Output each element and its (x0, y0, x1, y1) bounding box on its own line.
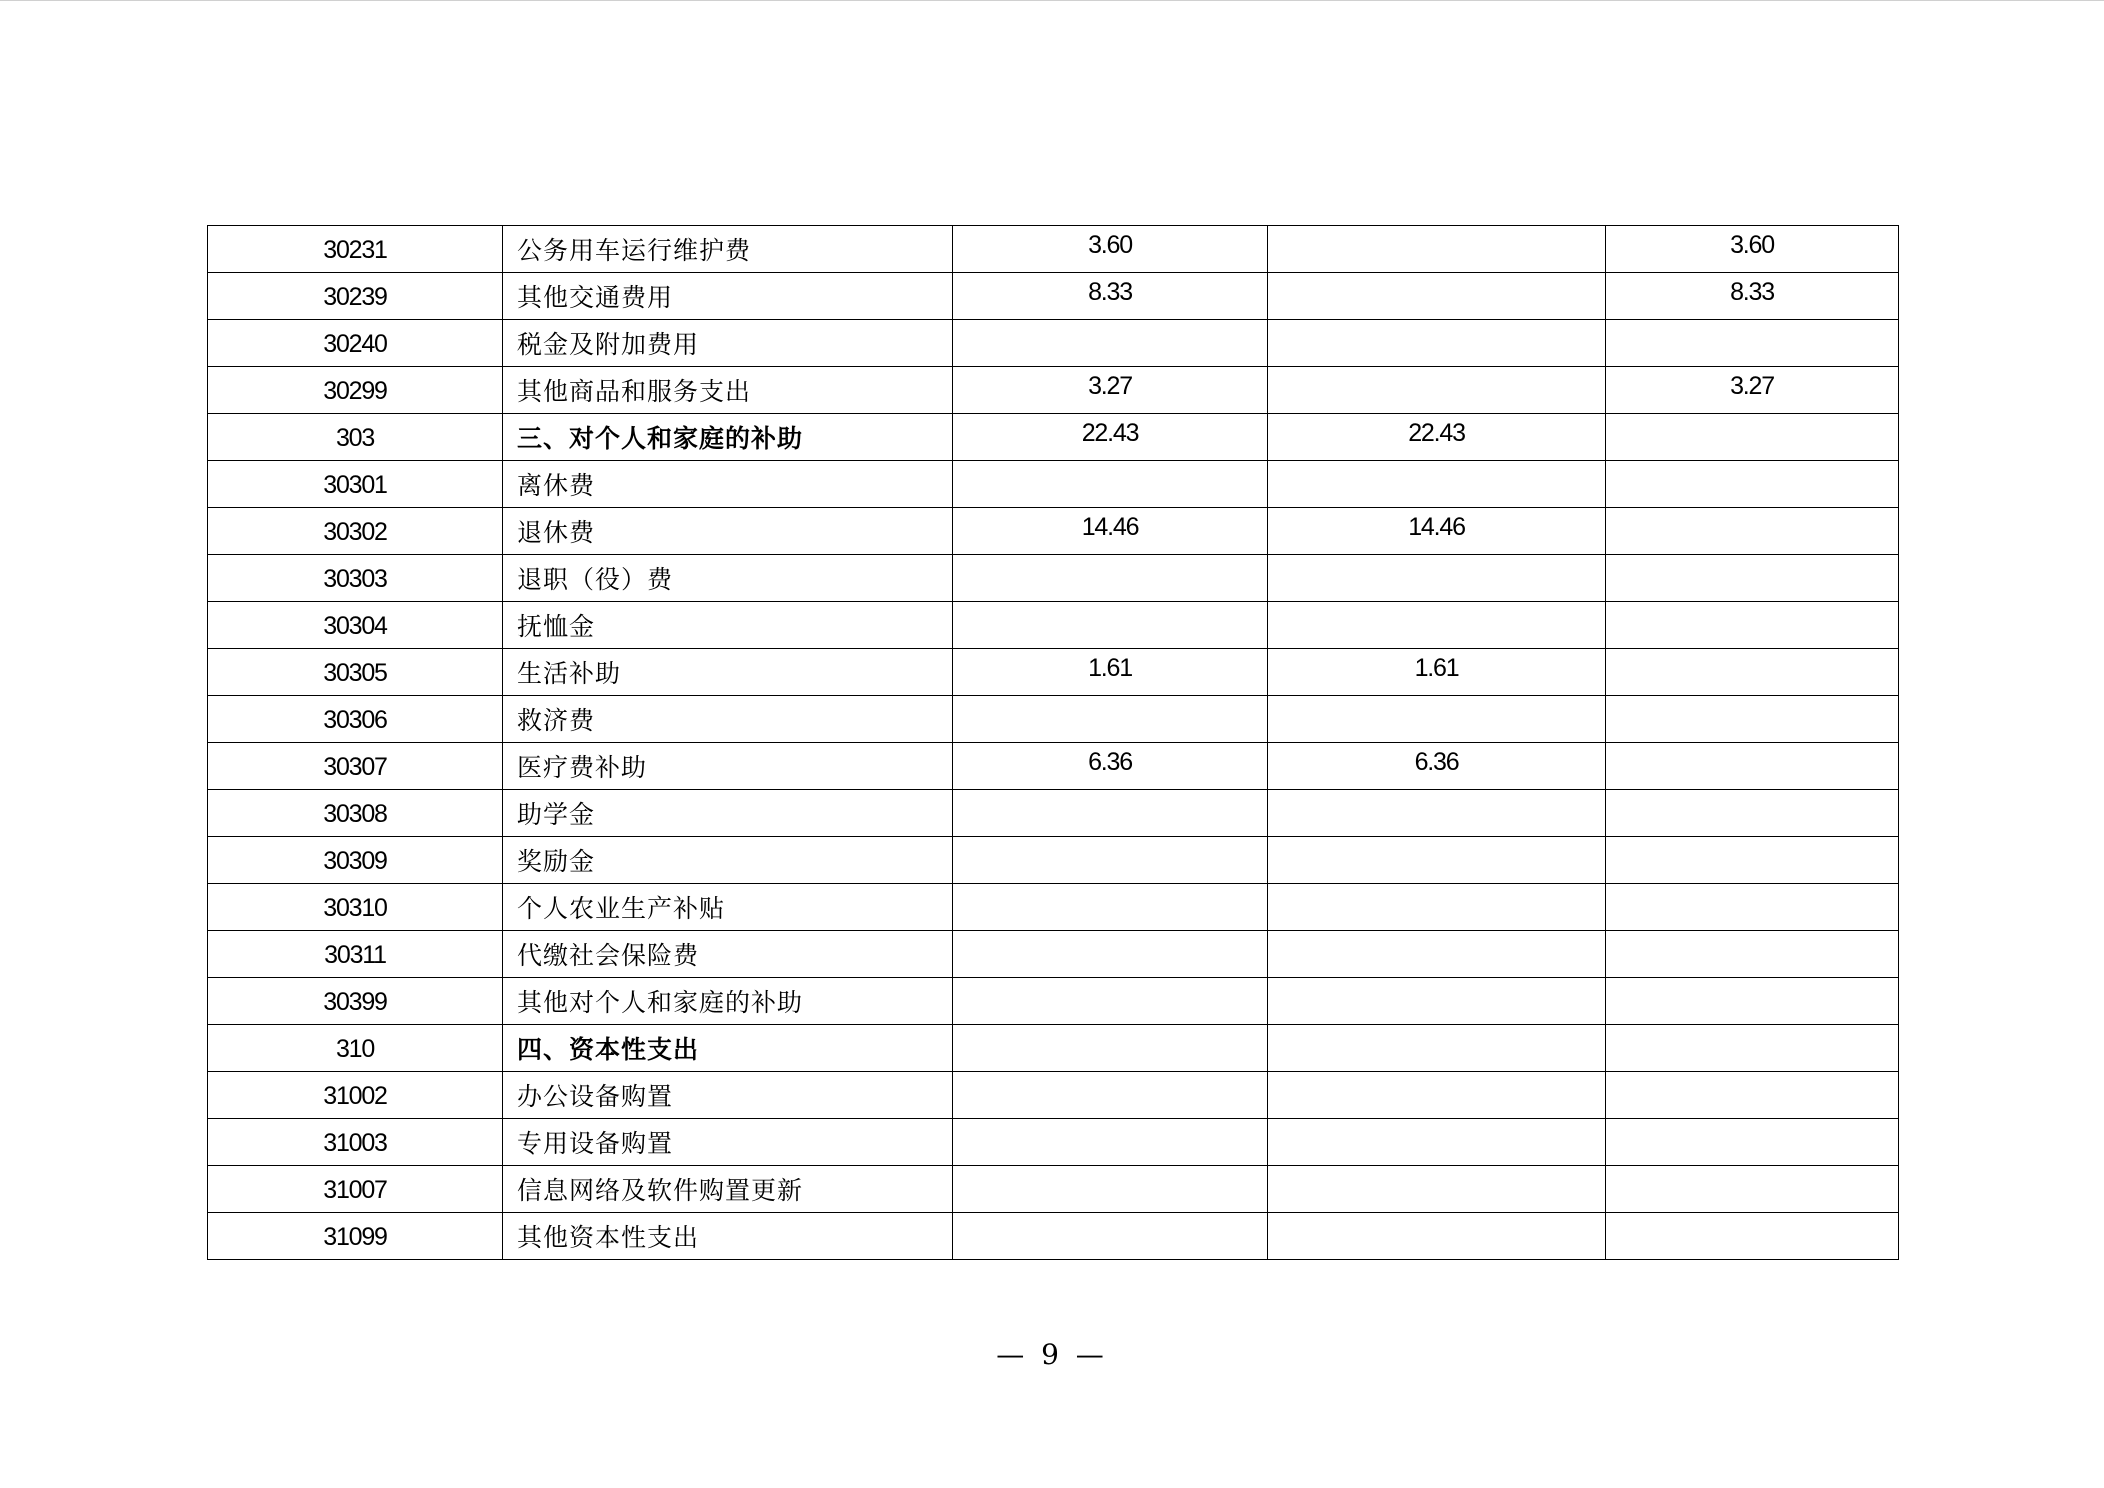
table-row (208, 1072, 1899, 1119)
cell-total (953, 320, 1268, 367)
cell-code: 30309 (208, 837, 503, 884)
cell-basic-expenditure (1268, 1119, 1606, 1166)
table-row (208, 414, 1899, 461)
table-row (208, 602, 1899, 649)
cell-project-expenditure (1606, 1166, 1899, 1213)
cell-project-expenditure (1606, 602, 1899, 649)
cell-total: 3.27 (953, 367, 1268, 414)
table-row (208, 1119, 1899, 1166)
cell-item-name: 办公设备购置 (503, 1072, 953, 1119)
cell-project-expenditure (1606, 1119, 1899, 1166)
cell-project-expenditure (1606, 320, 1899, 367)
cell-item-name: 生活补助 (503, 649, 953, 696)
cell-item-name: 退职（役）费 (503, 555, 953, 602)
cell-total (953, 931, 1268, 978)
cell-project-expenditure (1606, 837, 1899, 884)
cell-basic-expenditure: 1.61 (1268, 649, 1606, 696)
cell-code: 31003 (208, 1119, 503, 1166)
cell-basic-expenditure (1268, 602, 1606, 649)
cell-total (953, 1072, 1268, 1119)
table-row (208, 649, 1899, 696)
cell-code: 303 (208, 414, 503, 461)
cell-code: 31007 (208, 1166, 503, 1213)
cell-item-name: 其他商品和服务支出 (503, 367, 953, 414)
cell-code: 31002 (208, 1072, 503, 1119)
table-row (208, 696, 1899, 743)
cell-total (953, 1213, 1268, 1260)
cell-total (953, 884, 1268, 931)
cell-item-name: 代缴社会保险费 (503, 931, 953, 978)
cell-item-name: 离休费 (503, 461, 953, 508)
cell-project-expenditure (1606, 978, 1899, 1025)
cell-basic-expenditure: 6.36 (1268, 743, 1606, 790)
cell-total (953, 1119, 1268, 1166)
table-row (208, 1166, 1899, 1213)
table-row (208, 743, 1899, 790)
cell-project-expenditure (1606, 931, 1899, 978)
table-row (208, 461, 1899, 508)
cell-project-expenditure (1606, 696, 1899, 743)
cell-project-expenditure (1606, 884, 1899, 931)
cell-basic-expenditure: 14.46 (1268, 508, 1606, 555)
cell-basic-expenditure (1268, 978, 1606, 1025)
cell-total (953, 461, 1268, 508)
cell-item-name: 公务用车运行维护费 (503, 226, 953, 273)
table-row (208, 226, 1899, 273)
cell-basic-expenditure (1268, 555, 1606, 602)
cell-basic-expenditure: 22.43 (1268, 414, 1606, 461)
cell-basic-expenditure (1268, 1166, 1606, 1213)
cell-total: 14.46 (953, 508, 1268, 555)
cell-item-name: 抚恤金 (503, 602, 953, 649)
cell-project-expenditure (1606, 649, 1899, 696)
cell-item-name: 奖励金 (503, 837, 953, 884)
cell-code: 30299 (208, 367, 503, 414)
cell-total: 6.36 (953, 743, 1268, 790)
page-top-rule (0, 0, 2104, 1)
cell-project-expenditure (1606, 414, 1899, 461)
cell-total (953, 602, 1268, 649)
cell-basic-expenditure (1268, 1025, 1606, 1072)
table-row (208, 367, 1899, 414)
cell-project-expenditure (1606, 461, 1899, 508)
cell-code: 30240 (208, 320, 503, 367)
table-row (208, 555, 1899, 602)
cell-total: 3.60 (953, 226, 1268, 273)
cell-code: 30239 (208, 273, 503, 320)
cell-basic-expenditure (1268, 1072, 1606, 1119)
budget-expenditure-table (207, 225, 1899, 1260)
cell-basic-expenditure (1268, 931, 1606, 978)
cell-total: 1.61 (953, 649, 1268, 696)
table-row (208, 1213, 1899, 1260)
cell-code: 30306 (208, 696, 503, 743)
cell-code: 30301 (208, 461, 503, 508)
table-row (208, 1025, 1899, 1072)
cell-item-name: 助学金 (503, 790, 953, 837)
page-number: — 9 — (996, 1338, 1108, 1371)
cell-item-name: 专用设备购置 (503, 1119, 953, 1166)
cell-basic-expenditure (1268, 367, 1606, 414)
cell-item-name: 个人农业生产补贴 (503, 884, 953, 931)
cell-code: 30310 (208, 884, 503, 931)
table-row (208, 273, 1899, 320)
cell-basic-expenditure (1268, 461, 1606, 508)
cell-basic-expenditure (1268, 837, 1606, 884)
table-row (208, 931, 1899, 978)
cell-total: 22.43 (953, 414, 1268, 461)
cell-project-expenditure: 8.33 (1606, 273, 1899, 320)
cell-project-expenditure (1606, 508, 1899, 555)
cell-basic-expenditure (1268, 696, 1606, 743)
cell-code: 30231 (208, 226, 503, 273)
cell-code: 30305 (208, 649, 503, 696)
cell-item-name: 其他资本性支出 (503, 1213, 953, 1260)
cell-code: 30308 (208, 790, 503, 837)
cell-basic-expenditure (1268, 1213, 1606, 1260)
cell-total (953, 978, 1268, 1025)
cell-code: 30304 (208, 602, 503, 649)
cell-total (953, 790, 1268, 837)
cell-total (953, 555, 1268, 602)
cell-code: 310 (208, 1025, 503, 1072)
cell-project-expenditure: 3.27 (1606, 367, 1899, 414)
cell-project-expenditure (1606, 1213, 1899, 1260)
cell-item-name: 税金及附加费用 (503, 320, 953, 367)
cell-item-name: 其他交通费用 (503, 273, 953, 320)
cell-item-name: 退休费 (503, 508, 953, 555)
cell-project-expenditure (1606, 743, 1899, 790)
cell-total: 8.33 (953, 273, 1268, 320)
cell-basic-expenditure (1268, 320, 1606, 367)
cell-total (953, 1025, 1268, 1072)
cell-code: 30399 (208, 978, 503, 1025)
cell-total (953, 696, 1268, 743)
cell-item-name: 信息网络及软件购置更新 (503, 1166, 953, 1213)
cell-project-expenditure (1606, 555, 1899, 602)
cell-basic-expenditure (1268, 273, 1606, 320)
table-row (208, 320, 1899, 367)
cell-basic-expenditure (1268, 226, 1606, 273)
cell-item-name: 四、资本性支出 (503, 1025, 953, 1072)
table-row (208, 884, 1899, 931)
cell-project-expenditure (1606, 790, 1899, 837)
cell-total (953, 837, 1268, 884)
cell-basic-expenditure (1268, 790, 1606, 837)
cell-code: 30302 (208, 508, 503, 555)
cell-code: 30311 (208, 931, 503, 978)
cell-basic-expenditure (1268, 884, 1606, 931)
cell-code: 30303 (208, 555, 503, 602)
cell-code: 31099 (208, 1213, 503, 1260)
cell-item-name: 医疗费补助 (503, 743, 953, 790)
cell-item-name: 三、对个人和家庭的补助 (503, 414, 953, 461)
cell-item-name: 救济费 (503, 696, 953, 743)
cell-project-expenditure: 3.60 (1606, 226, 1899, 273)
cell-item-name: 其他对个人和家庭的补助 (503, 978, 953, 1025)
table-row (208, 837, 1899, 884)
table-row (208, 508, 1899, 555)
cell-total (953, 1166, 1268, 1213)
cell-project-expenditure (1606, 1025, 1899, 1072)
cell-code: 30307 (208, 743, 503, 790)
cell-project-expenditure (1606, 1072, 1899, 1119)
table-row (208, 978, 1899, 1025)
table-body (208, 226, 1899, 1260)
table-row (208, 790, 1899, 837)
